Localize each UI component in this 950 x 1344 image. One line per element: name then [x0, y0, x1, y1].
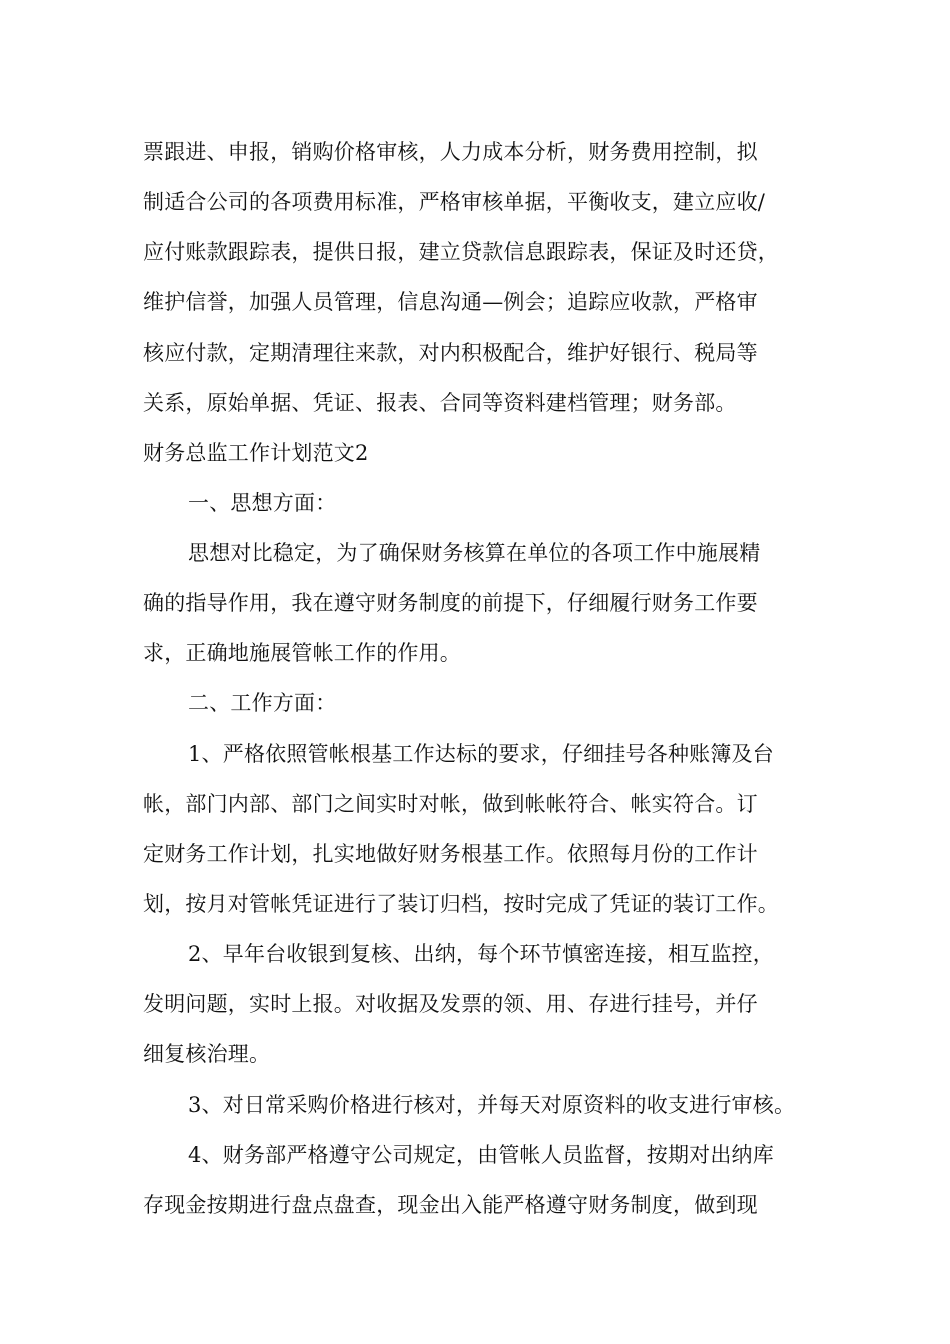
text-line: 维护信誉，加强人员管理，信息沟通—例会；追踪应收款，严格审 — [143, 290, 758, 314]
text-line: 关系，原始单据、凭证、报表、合同等资料建档管理；财务部。 — [143, 391, 737, 415]
text-line: 定财务工作计划，扎实地做好财务根基工作。依照每月份的工作计 — [143, 842, 758, 866]
section-title: 财务总监工作计划范文2 — [143, 441, 369, 465]
text-line: 确的指导作用，我在遵守财务制度的前提下，仔细履行财务工作要 — [143, 591, 758, 615]
text-line: 制适合公司的各项费用标准，严格审核单据，平衡收支，建立应收/ — [143, 190, 766, 214]
section-heading: 一、思想方面： — [188, 491, 337, 515]
text-line: 存现金按期进行盘点盘查，现金出入能严格遵守财务制度，做到现 — [143, 1193, 758, 1217]
text-line: 应付账款跟踪表，提供日报，建立贷款信息跟踪表，保证及时还贷， — [143, 240, 779, 264]
text-line: 细复核治理。 — [143, 1042, 271, 1066]
section-heading: 二、工作方面： — [188, 691, 337, 715]
text-line: 3、对日常采购价格进行核对，并每天对原资料的收支进行审核。 — [188, 1093, 796, 1117]
text-line: 思想对比稳定，为了确保财务核算在单位的各项工作中施展精 — [188, 541, 761, 565]
text-line: 帐，部门内部、部门之间实时对帐，做到帐帐符合、帐实符合。订 — [143, 792, 758, 816]
text-line: 划，按月对管帐凭证进行了装订归档，按时完成了凭证的装订工作。 — [143, 892, 779, 916]
text-line: 票跟进、申报，销购价格审核，人力成本分析，财务费用控制，拟 — [143, 140, 758, 164]
text-line: 4、财务部严格遵守公司规定，由管帐人员监督，按期对出纳库 — [188, 1143, 774, 1167]
text-line: 1、严格依照管帐根基工作达标的要求，仔细挂号各种账簿及台 — [188, 742, 774, 766]
text-line: 核应付款，定期清理往来款，对内积极配合，维护好银行、税局等 — [143, 341, 758, 365]
text-line: 求，正确地施展管帐工作的作用。 — [143, 641, 461, 665]
text-line: 发明问题，实时上报。对收据及发票的领、用、存进行挂号，并仔 — [143, 992, 758, 1016]
text-line: 2、早年台收银到复核、出纳，每个环节慎密连接，相互监控， — [188, 942, 774, 966]
